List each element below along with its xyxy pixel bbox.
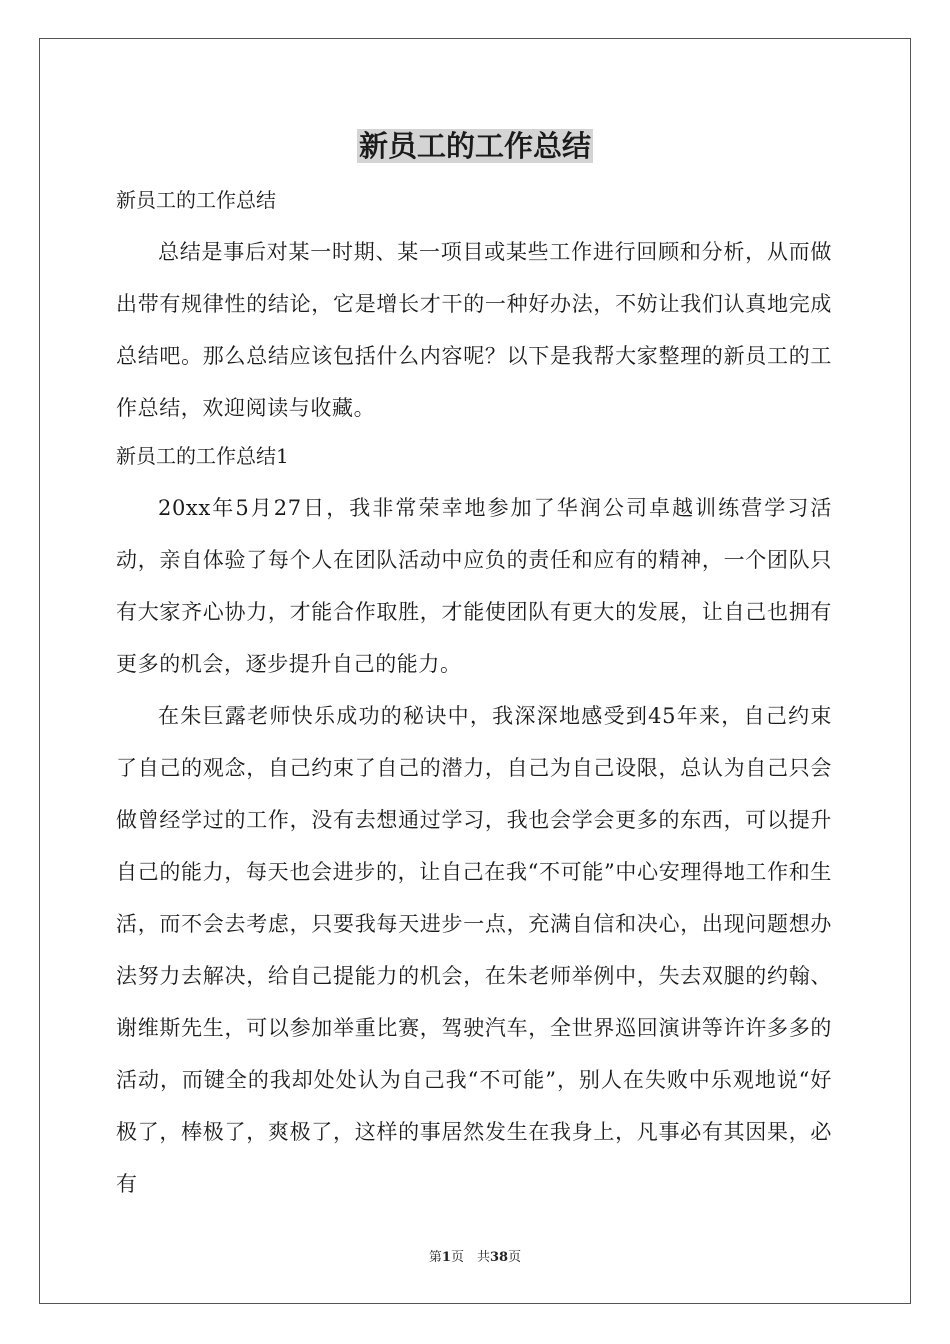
footer-current-page: 1: [441, 1250, 451, 1265]
footer-total-pages: 38: [489, 1250, 509, 1265]
section-heading: 新员工的工作总结1: [116, 444, 289, 468]
intro-paragraph: 总结是事后对某一时期、某一项目或某些工作进行回顾和分析，从而做出带有规律性的结论，它是增长才干的一种好办法，不妨让我们认真地完成总结吧。那么总结应该包括什么内容呢？以下是我帮大家整理的新员工的工作总结，欢迎阅读与收藏。: [116, 240, 832, 420]
document-body: [116, 178, 832, 1210]
footer-suffix: 页: [508, 1250, 522, 1265]
section-paragraph-1: 20xx年5月27日，我非常荣幸地参加了华润公司卓越训练营学习活动，亲自体验了每个人在团队活动中应负的责任和应有的精神，一个团队只有大家齐心协力，才能合作取胜，才能使团队有更大的发展，让自己也拥有更多的机会，逐步提升自己的能力。: [116, 496, 832, 676]
section-paragraph-2: 在朱巨露老师快乐成功的秘诀中，我深深地感受到45年来，自己约束了自己的观念，自己约束了自己的潜力，自己为自己设限，总认为自己只会做曾经学过的工作，没有去想通过学习，我也会学会更多的东西，可以提升自己的能力，每天也会进步的，让自己在我“不可能”中心安理得地工作和生活，而不会去考虑，只要我每天进步一点，充满自信和决心，出现问题想办法努力去解决，给自己提能力的机会，在朱老师举例中，失去双腿的约翰、谢维斯先生，可以参加举重比赛，驾驶汽车，全世界巡回演讲等许许多多的活动，而键全的我却处处认为自己我“不可能”，别人在失败中乐观地说“好极了，棒极了，爽极了，这样的事居然发生在我身上，凡事必有其因果，必有: [116, 704, 832, 1196]
footer-mid: 页 共: [450, 1250, 490, 1265]
document-title: [0, 126, 950, 166]
document-subtitle: 新员工的工作总结: [116, 188, 276, 212]
page-footer: [0, 1246, 950, 1265]
footer-prefix: 第: [428, 1250, 442, 1265]
document-title-text: 新员工的工作总结: [358, 129, 591, 163]
